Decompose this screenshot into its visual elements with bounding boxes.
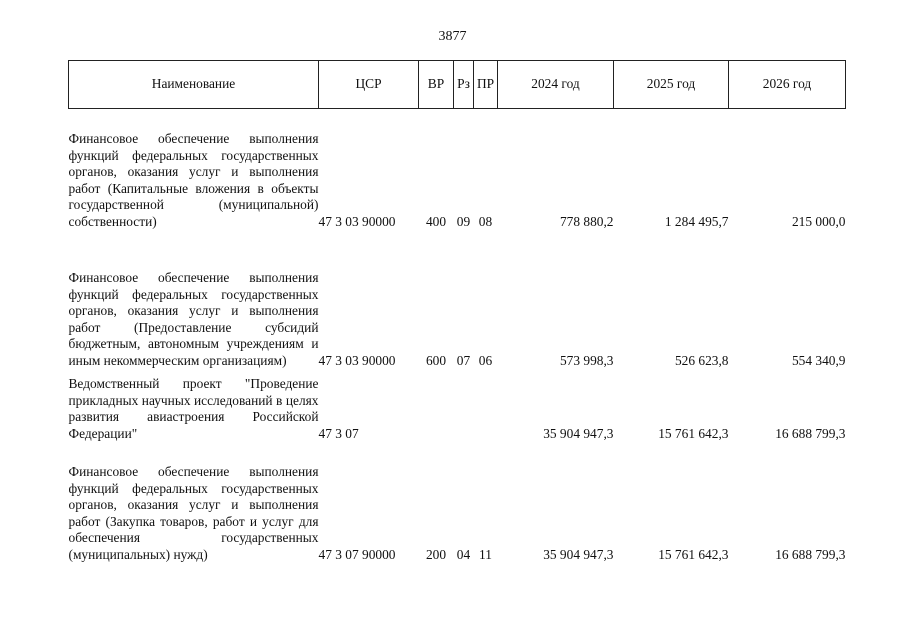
row-csr: 47 3 07: [318, 425, 359, 441]
row-2024: 35 904 947,3: [543, 546, 614, 562]
table-row: [69, 369, 846, 442]
row-name: Финансовое обеспечение выполнения функций федеральных государственных органов, оказания услуг и выполнения работ (Капитальные вложения в объекты государственной (муниципальной) собственности): [68, 131, 319, 229]
row-2026: 554 340,9: [791, 352, 846, 368]
header-name: Наименование: [69, 61, 319, 109]
row-2024: 778 880,2: [559, 213, 614, 229]
row-rz: 07: [456, 352, 471, 368]
row-pr: 06: [478, 352, 493, 368]
row-rz: [454, 369, 474, 442]
row-vr: 400: [425, 213, 447, 229]
header-2025: 2025 год: [614, 61, 729, 109]
row-csr: 47 3 07 90000: [318, 546, 396, 562]
page-number: 3877: [438, 29, 467, 44]
row-rz: 04: [456, 546, 471, 562]
header-rz: Рз: [454, 61, 474, 109]
row-csr: 47 3 03 90000: [318, 352, 396, 368]
budget-table: [68, 60, 846, 563]
row-2025: 526 623,8: [674, 352, 729, 368]
header-pr: ПР: [474, 61, 498, 109]
header-2024: 2024 год: [498, 61, 614, 109]
header-vr: ВР: [419, 61, 454, 109]
row-pr: 11: [479, 546, 492, 562]
row-2026: 215 000,0: [791, 213, 846, 229]
row-name: Финансовое обеспечение выполнения функций федеральных государственных органов, оказания услуг и выполнения работ (Закупка товаров, работ и услуг для обеспечения государственных (муниципальных) нужд): [68, 464, 319, 562]
row-2024: 573 998,3: [559, 352, 614, 368]
row-pr: 08: [478, 213, 493, 229]
row-2026: 16 688 799,3: [775, 425, 846, 441]
row-name: Финансовое обеспечение выполнения функций федеральных государственных органов, оказания услуг и выполнения работ (Предоставление субсидий бюджетным, автономным учреждениям и иным некоммерческим организациям): [68, 270, 319, 368]
header-2026: 2026 год: [729, 61, 846, 109]
header-csr: ЦСР: [319, 61, 419, 109]
row-2025: 15 761 642,3: [658, 425, 729, 441]
table-row: [69, 442, 846, 563]
row-vr: 600: [425, 352, 447, 368]
table-header-row: [69, 61, 846, 109]
row-rz: 09: [456, 213, 471, 229]
row-2025: 15 761 642,3: [658, 546, 729, 562]
table-row: [69, 109, 846, 231]
row-vr: 200: [425, 546, 447, 562]
row-csr: 47 3 03 90000: [318, 213, 396, 229]
row-2026: 16 688 799,3: [775, 546, 846, 562]
table-row: [69, 230, 846, 369]
row-vr: [419, 369, 454, 442]
row-2024: 35 904 947,3: [543, 425, 614, 441]
row-pr: [474, 369, 498, 442]
row-2025: 1 284 495,7: [664, 213, 729, 229]
row-name: Ведомственный проект "Проведение прикладных научных исследований в целях развития авиастроения Российской Федерации": [68, 376, 319, 441]
